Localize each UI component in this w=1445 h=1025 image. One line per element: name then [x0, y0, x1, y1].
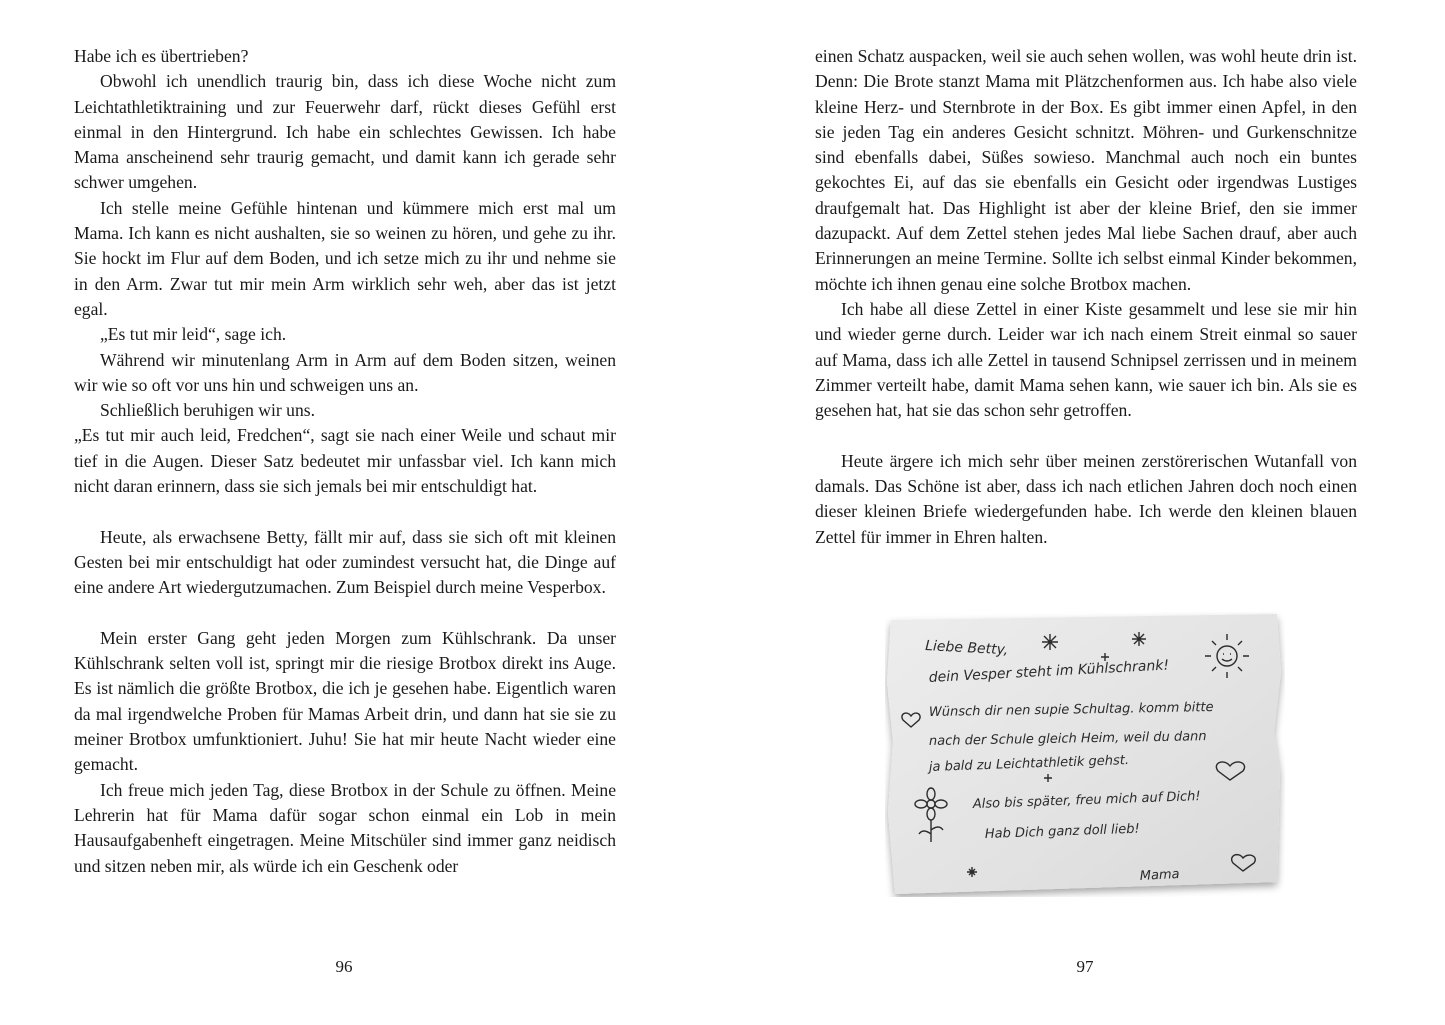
- star-icon: [1042, 634, 1058, 650]
- paragraph: Obwohl ich unendlich traurig bin, dass ich diese Woche nicht zum Leichtathletiktraining und zur Feuerwehr darf, rückt dieses Gefühl erst einmal in den Hintergrund. Ich habe ein schlechtes Gewissen. Ich habe Mama anscheinend sehr traurig gemacht, und damit kann ich gerade sehr schwer umgehen.: [74, 71, 616, 193]
- paragraph: Ich stelle meine Gefühle hintenan und kümmere mich erst mal um Mama. Ich kann es nicht aushalten, sie so weinen zu hören, und gehe zu ihr. Sie hockt im Flur auf dem Boden, und ich setze mich zu ihr und nehme sie in den Arm. Zwar tut mir mein Arm wirklich sehr weh, aber das ist jetzt egal.: [74, 197, 616, 319]
- note-line: nach der Schule gleich Heim, weil du dann: [928, 729, 1207, 749]
- note-line: Also bis später, freu mich auf Dich!: [972, 789, 1201, 812]
- paragraph: Heute, als erwachsene Betty, fällt mir auf, dass sie sich oft mit kleinen Gesten bei mir entschuldigt hat oder zumindest versucht hat, die Dinge auf eine andere Art wiedergutzumachen. Zum Beispiel durch meine Vesperbox.: [74, 526, 616, 598]
- paragraph: Heute ärgere ich mich sehr über meinen zerstörerischen Wutanfall von damals. Das Schöne ist aber, dass ich nach etlichen Jahren doch noch einen dieser kleinen Briefe wiedergefunden habe. Ich werde den kleinen blauen Zettel für immer in Ehren halten.: [815, 450, 1357, 547]
- right-page: [815, 44, 1357, 550]
- paragraph: Habe ich es übertrieben?: [74, 46, 249, 66]
- paragraph: Schließlich beruhigen wir uns.: [100, 400, 315, 421]
- note-line: ja bald zu Leichtathletik gehst.: [928, 753, 1130, 775]
- paragraph: Ich habe all diese Zettel in einer Kiste gesammelt und lese sie mir hin und wieder gerne durch. Leider war ich nach einem Streit einmal so sauer auf Mama, dass ich alle Zettel in tausend Schnipsel zerrissen und in meinem Zimmer verteilt habe, damit Mama sehen kann, wie sauer ich bin. Als sie es gesehen hat, hat sie das schon sehr getroffen.: [815, 298, 1357, 421]
- page-number-right: 97: [1076, 957, 1094, 976]
- left-page: [74, 44, 616, 879]
- note-line: Wünsch dir nen supie Schultag. komm bitte: [928, 700, 1214, 720]
- note-signature: Mama: [1139, 866, 1180, 884]
- paragraph: „Es tut mir auch leid, Fredchen“, sagt sie nach einer Weile und schaut mir tief in die Augen. Dieser Satz bedeutet mir unfassbar viel. Ich kann mich nicht daran erinnern, dass sie sich jemals bei mir entschuldigt hat.: [74, 425, 616, 497]
- paragraph: Während wir minutenlang Arm in Arm auf dem Boden sitzen, weinen wir wie so oft vor uns hin und schweigen uns an.: [74, 349, 616, 395]
- page-number-left: 96: [335, 957, 353, 976]
- star-icon: [1132, 632, 1146, 646]
- paragraph: Ich freue mich jeden Tag, diese Brotbox in der Schule zu öffnen. Meine Lehrerin hat für Mama dafür sogar schon einmal ein Lob in mein Hausaufgabenheft eingetragen. Meine Mitschüler sind immer ganz neidisch und sitzen neben mir, als würde ich ein Geschenk oder: [74, 779, 616, 876]
- note-line: dein Vesper steht im Kühlschrank!: [928, 657, 1170, 686]
- note-paper: [885, 612, 1285, 897]
- note-line: Hab Dich ganz doll lieb!: [984, 821, 1140, 842]
- paragraph: Mein erster Gang geht jeden Morgen zum Kühlschrank. Da unser Kühlschrank selten voll ist, springt mir die riesige Brotbox direkt ins Auge. Es ist nämlich die größte Brotbox, die ich je gesehen habe. Eigentlich waren da mal irgendwelche Proben für Mamas Arbeit drin, und dann hat sie sie zu meiner Brotbox umfunktioniert. Juhu! Sie hat mir heute Nacht wieder eine gemacht.: [74, 627, 616, 775]
- note-line: Liebe Betty,: [924, 638, 1009, 659]
- paragraph: einen Schatz auspacken, weil sie auch sehen wollen, was wohl heute drin ist. Denn: Die Brote stanzt Mama mit Plätzchenformen aus. Ich habe also viele kleine Herz- und Sternbrote in der Box. Es gibt immer einen Apfel, in den sie jeden Tag ein anderes Gesicht schnitzt. Möhren- und Gurkenschnitze sind ebenfalls dabei, Süßes sowieso. Manchmal auch noch ein buntes gekochtes Ei, auf das sie ebenfalls ein Gesicht oder irgendwas Lustiges draufgemalt hat. Das Highlight ist aber der kleine Brief, den sie immer dazupackt. Auf dem Zettel stehen jedes Mal liebe Sachen drauf, aber auch Erinnerungen an meine Termine. Sollte ich selbst einmal Kinder bekommen, möchte ich ihnen genau eine solche Brotbox machen.: [815, 46, 1357, 294]
- handwritten-note: [885, 612, 1285, 897]
- paragraph: „Es tut mir leid“, sage ich.: [100, 324, 287, 345]
